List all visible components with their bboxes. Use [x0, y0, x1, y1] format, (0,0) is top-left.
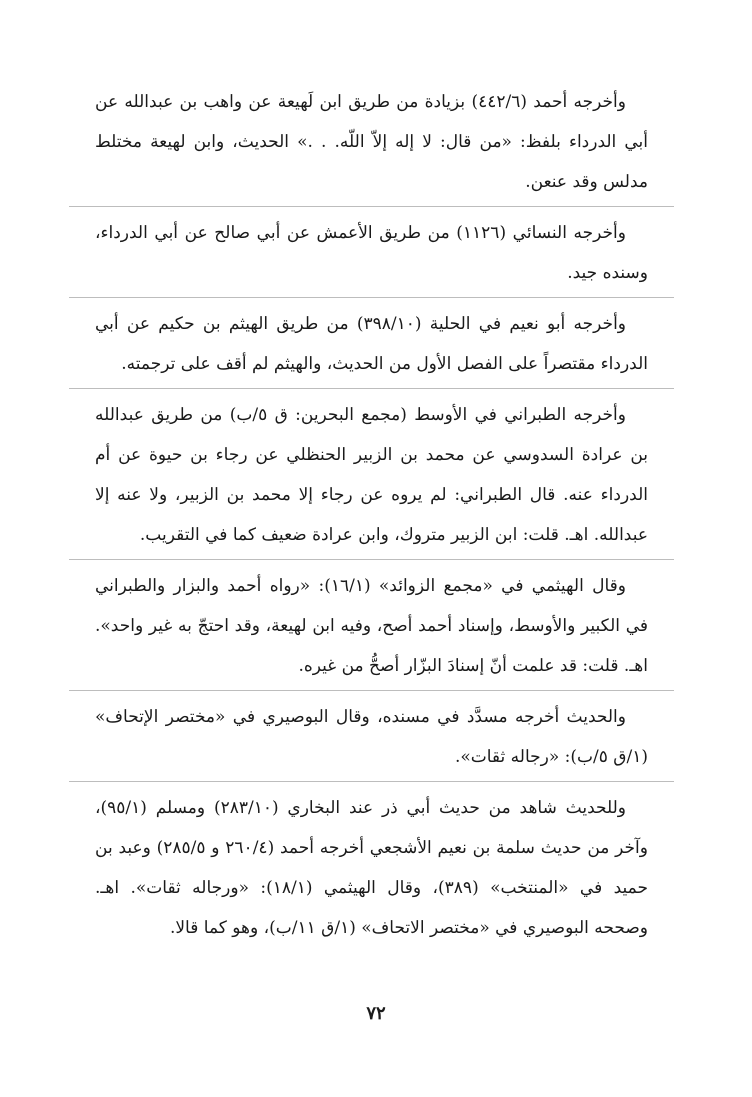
body-text: [95, 82, 648, 948]
paragraph-1: وأخرجه أحمد (٤٤٢/٦) بزيادة من طريق ابن لَهيعة عن واهب بن عبدالله عن أبي الدرداء بلفظ: «من قال: لا إله إلاّ اللّه. . .» الحديث، وابن لهيعة مختلط مدلس وقد عنعن.: [95, 92, 648, 192]
paragraph-divider: [69, 690, 674, 691]
paragraph-divider: [69, 206, 674, 207]
paragraph-6: والحديث أخرجه مسدَّد في مسنده، وقال البوصيري في «مختصر الإتحاف» (١/ق ٥/ب): «رجاله ثقات».: [95, 707, 648, 767]
paragraph-7: وللحديث شاهد من حديث أبي ذر عند البخاري (٢٨٣/١٠) ومسلم (٩٥/١)، وآخر من حديث سلمة بن نعيم الأشجعي أخرجه أحمد (٢٦٠/٤ و ٢٨٥/٥) وعبد بن حميد في «المنتخب» (٣٨٩)، وقال الهيثمي (١٨/١): «ورجاله ثقات». اهـ. وصححه البوصيري في «مختصر الاتحاف» (١/ق ١١/ب)، وهو كما قالا.: [95, 798, 649, 938]
paragraph-3: وأخرجه أبو نعيم في الحلية (٣٩٨/١٠) من طريق الهيثم بن حكيم عن أبي الدرداء مقتصراً على الفصل الأول من الحديث، والهيثم لم أقف على ترجمته.: [95, 314, 648, 374]
paragraph-divider: [69, 559, 674, 560]
paragraph-divider: [69, 388, 674, 389]
paragraph-2: وأخرجه النسائي (١١٢٦) من طريق الأعمش عن أبي صالح عن أبي الدرداء، وسنده جيد.: [95, 223, 648, 283]
paragraph-5: وقال الهيثمي في «مجمع الزوائد» (١٦/١): «رواه أحمد والبزار والطبراني في الكبير والأوسط، وإسناد أحمد أصح، وفيه ابن لهيعة، وقد احتجّ به غير واحد». اهـ. قلت: قد علمت أنّ إسنادَ البزّار أصحُّ من غيره.: [95, 576, 648, 676]
paragraph-4: وأخرجه الطبراني في الأوسط (مجمع البحرين: ق ٥/ب) من طريق عبدالله بن عرادة السدوسي عن محمد بن الزبير الحنظلي عن رجاء بن حيوة عن أم الدرداء عنه. قال الطبراني: لم يروه عن رجاء إلا محمد بن الزبير، ولا عنه إلا عبدالله. اهـ. قلت: ابن الزبير متروك، وابن عرادة ضعيف كما في التقريب.: [95, 405, 648, 545]
paragraph-divider: [69, 297, 674, 298]
page-number: ٧٢: [366, 1003, 386, 1024]
paragraph-divider: [69, 781, 674, 782]
